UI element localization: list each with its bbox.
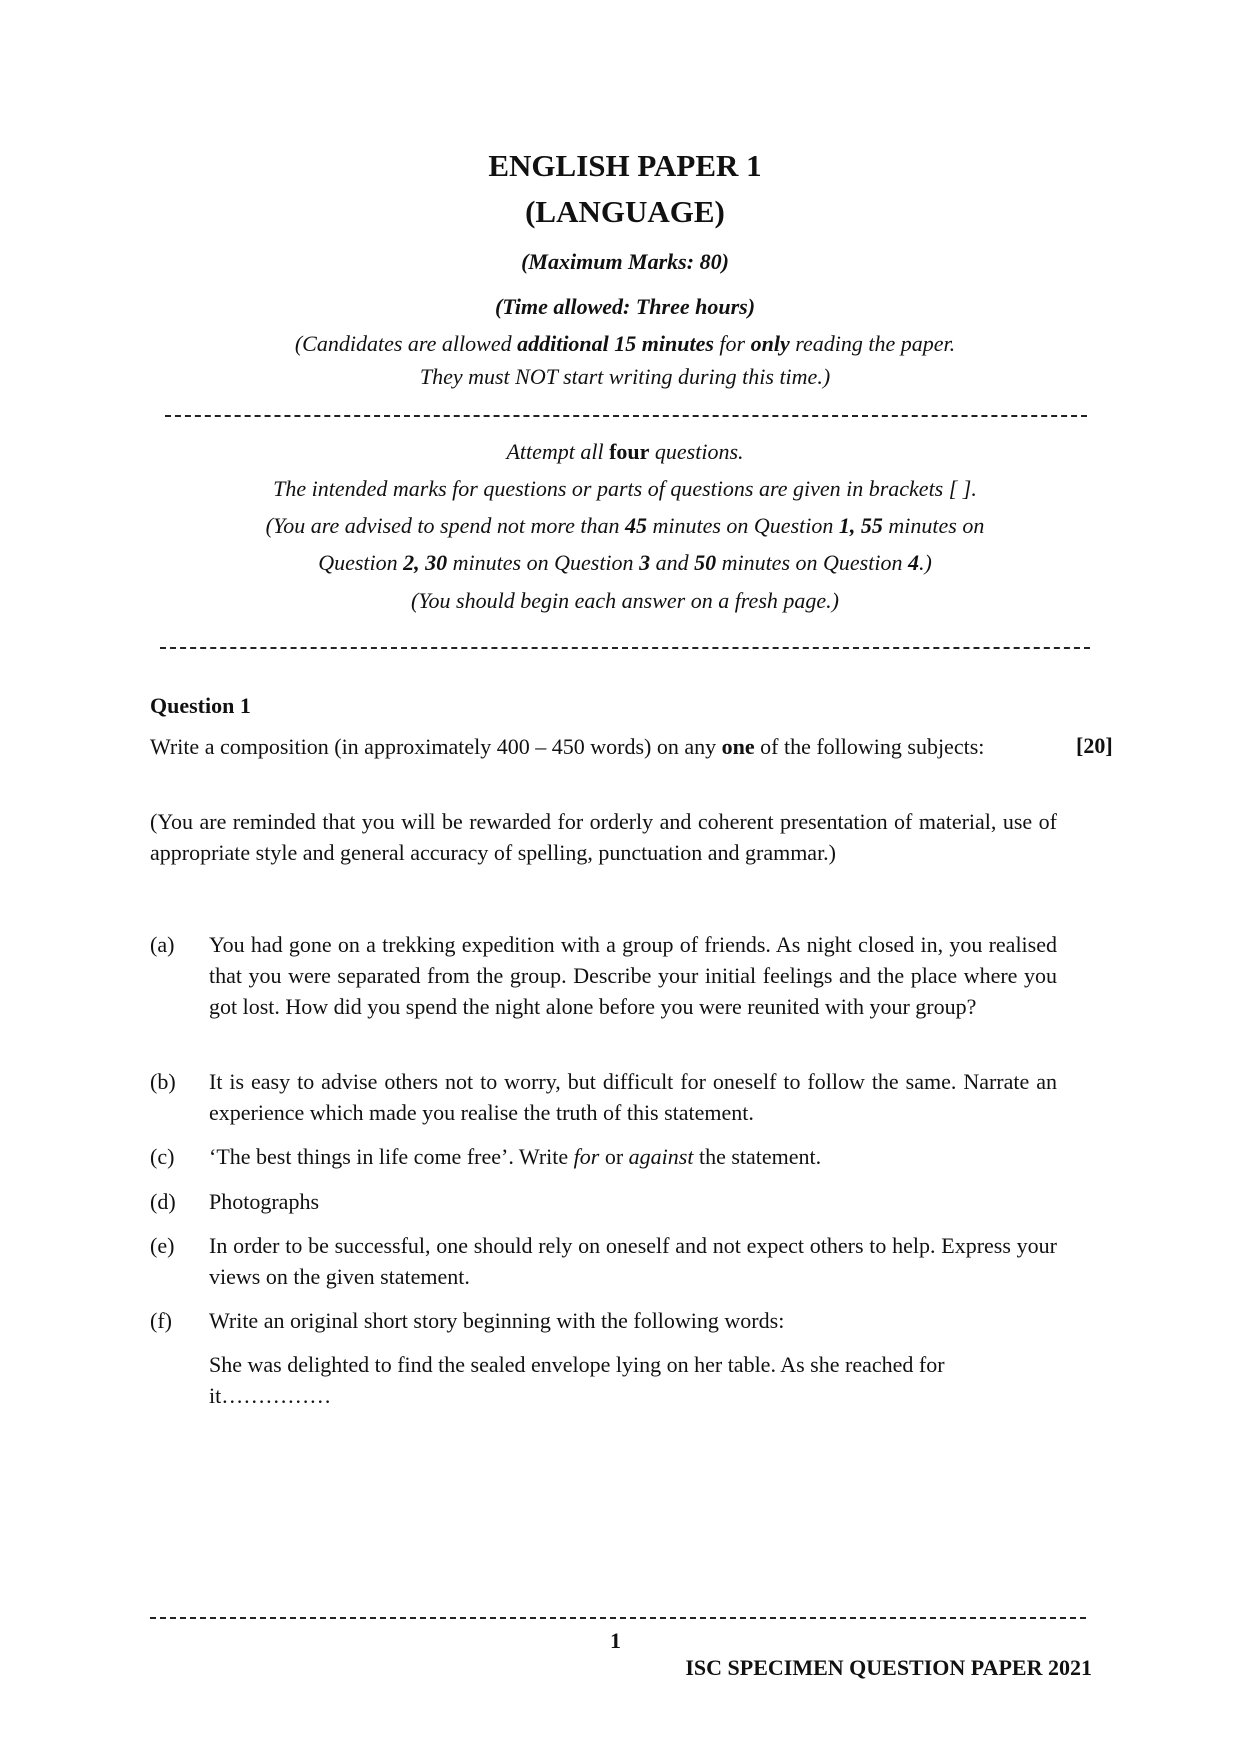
option-f-story-opening: She was delighted to find the sealed envelope lying on her table. As she reached for it…………… <box>209 1352 945 1408</box>
footer-paper-title: ISC SPECIMEN QUESTION PAPER 2021 <box>685 1655 1092 1680</box>
maximum-marks: (Maximum Marks: 80) <box>521 249 729 274</box>
paper-subtitle: (LANGUAGE) <box>525 194 725 229</box>
time-allowed: (Time allowed: Three hours) <box>494 294 756 319</box>
marks-note: The intended marks for questions or parts of questions are given in brackets [ ]. <box>273 476 977 501</box>
reading-note-line1: (Candidates are allowed additional 15 minutes for only reading the paper. <box>294 331 956 356</box>
option-label-d: (d) <box>150 1189 176 1214</box>
paper-title: ENGLISH PAPER 1 <box>488 148 762 183</box>
question-reminder: (You are reminded that you will be rewarded for orderly and coherent presentation of material, use of appropriate style and general accuracy of spelling, punctuation and grammar.) <box>150 809 1057 865</box>
question-intro: Write a composition (in approximately 400 – 450 words) on any one of the following subjects: <box>150 734 985 759</box>
divider-middle <box>160 647 1090 649</box>
option-text-f: Write an original short story beginning with the following words: <box>209 1308 785 1333</box>
question-marks: [20] <box>1076 733 1113 758</box>
option-text-a: You had gone on a trekking expedition with a group of friends. As night closed in, you realised that you were separated from the group. Describe your initial feelings and the place where you got lost. How did you spend the night alone before you were reunited with your group? <box>209 932 1057 1019</box>
option-label-c: (c) <box>150 1144 175 1169</box>
divider-top <box>165 415 1087 417</box>
reading-note-line2: They must NOT start writing during this time.) <box>419 364 831 389</box>
attempt-instruction: Attempt all four questions. <box>506 439 744 464</box>
option-label-a: (a) <box>150 932 175 957</box>
option-label-e: (e) <box>150 1233 175 1258</box>
option-label-b: (b) <box>150 1069 176 1094</box>
option-label-f: (f) <box>150 1308 172 1333</box>
option-text-c: ‘The best things in life come free’. Write for or against the statement. <box>209 1144 822 1169</box>
fresh-page-note: (You should begin each answer on a fresh page.) <box>411 588 839 613</box>
option-text-d: Photographs <box>209 1189 319 1214</box>
divider-footer <box>150 1617 1086 1619</box>
time-advice-line2: Question 2, 30 minutes on Question 3 and 50 minutes on Question 4.) <box>318 550 932 575</box>
time-advice-line1: (You are advised to spend not more than 45 minutes on Question 1, 55 minutes on <box>265 513 985 538</box>
question-heading: Question 1 <box>150 693 251 718</box>
option-text-b: It is easy to advise others not to worry, but difficult for oneself to follow the same. Narrate an experience which made you realise the truth of this statement. <box>209 1069 1057 1125</box>
page-number: 1 <box>610 1628 621 1653</box>
option-text-e: In order to be successful, one should rely on oneself and not expect others to help. Express your views on the given statement. <box>209 1233 1057 1289</box>
